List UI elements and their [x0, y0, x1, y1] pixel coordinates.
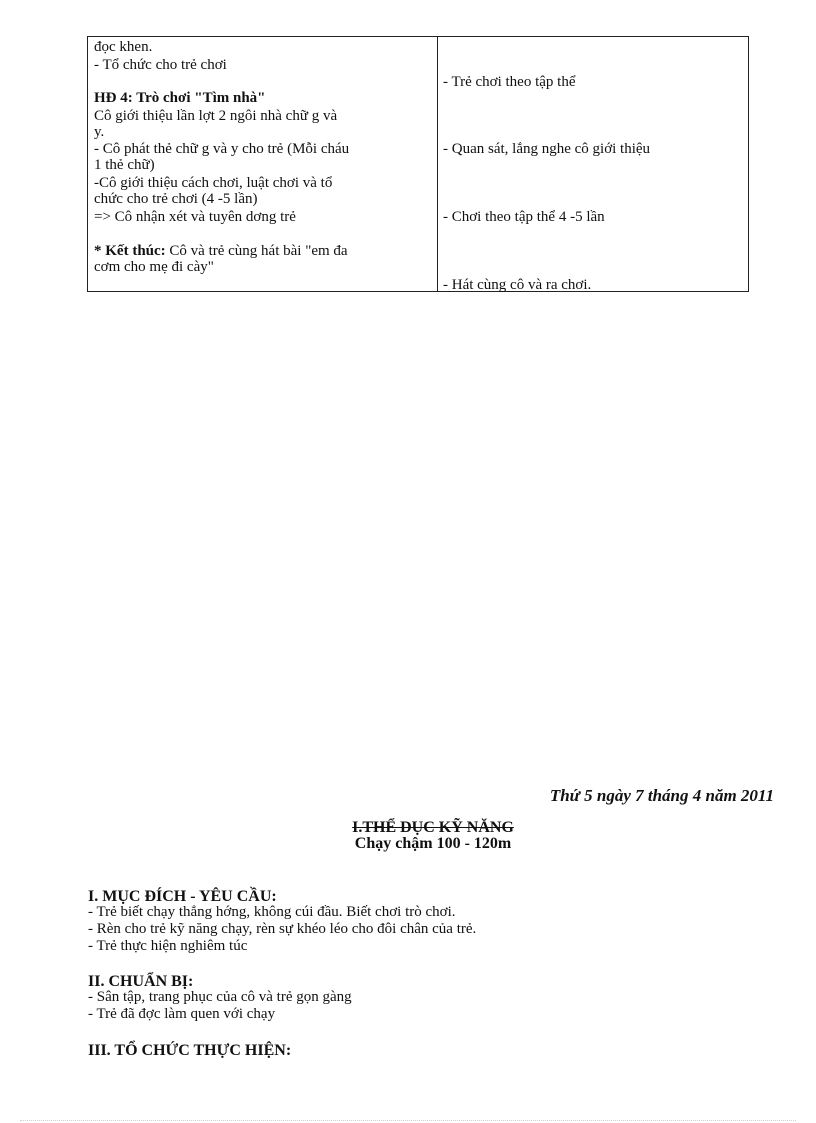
objective-item: - Trẻ thực hiện nghiêm túc	[88, 938, 248, 954]
table-line: => Cô nhận xét và tuyên dơng trẻ	[94, 209, 296, 225]
ket-thuc-line	[94, 243, 348, 259]
table-line: cơm cho mẹ đi cày"	[94, 259, 214, 275]
objective-item: - Trẻ biết chạy thẳng hớng, không cúi đầu. Biết chơi trò chơi.	[88, 904, 456, 920]
child-activity: - Quan sát, lắng nghe cô giới thiệu	[443, 141, 651, 157]
objective-item: - Rèn cho trẻ kỹ năng chạy, rèn sự khéo léo cho đôi chân của trẻ.	[88, 921, 477, 937]
table-line: Cô giới thiệu lần lợt 2 ngôi nhà chữ g và	[94, 108, 338, 124]
activity-heading: HĐ 4: Trò chơi "Tìm nhà"	[94, 90, 266, 106]
lesson-topic-title: Chạy chậm 100 - 120m	[354, 835, 512, 852]
child-activity: - Trẻ chơi theo tập thể	[443, 74, 576, 90]
child-activity: - Hát cùng cô và ra chơi.	[443, 277, 592, 293]
table-line: đọc khen.	[94, 39, 153, 55]
table-line: - Tổ chức cho trẻ chơi	[94, 57, 227, 73]
activity-table	[87, 36, 749, 292]
table-line: y.	[94, 124, 105, 140]
lesson-subject-title: I.THỂ DỤC KỸ NĂNG	[352, 819, 514, 836]
preparation-item: - Sân tập, trang phục của cô và trẻ gọn gàng	[88, 989, 352, 1005]
lesson-date: Thứ 5 ngày 7 tháng 4 năm 2011	[549, 786, 774, 805]
ket-thuc-label: * Kết thúc:	[94, 243, 170, 259]
section-heading-preparation: II. CHUẨN BỊ:	[88, 973, 194, 990]
page-bottom-rule	[20, 1120, 796, 1121]
preparation-item: - Trẻ đã đợc làm quen với chạy	[88, 1006, 276, 1022]
column-divider	[437, 37, 438, 291]
table-line: 1 thẻ chữ)	[94, 157, 155, 173]
section-heading-implementation: III. TỔ CHỨC THỰC HIỆN:	[88, 1042, 292, 1059]
ket-thuc-text: Cô và trẻ cùng hát bài "em đa	[169, 243, 348, 259]
table-line: -Cô giới thiệu cách chơi, luật chơi và tổ	[94, 175, 333, 191]
table-line: chức cho trẻ chơi (4 -5 lần)	[94, 191, 258, 207]
section-heading-objectives: I. MỤC ĐÍCH - YÊU CẦU:	[88, 888, 277, 905]
table-line: - Cô phát thẻ chữ g và y cho trẻ (Mỗi cháu	[94, 141, 350, 157]
child-activity: - Chơi theo tập thể 4 -5 lần	[443, 209, 605, 225]
